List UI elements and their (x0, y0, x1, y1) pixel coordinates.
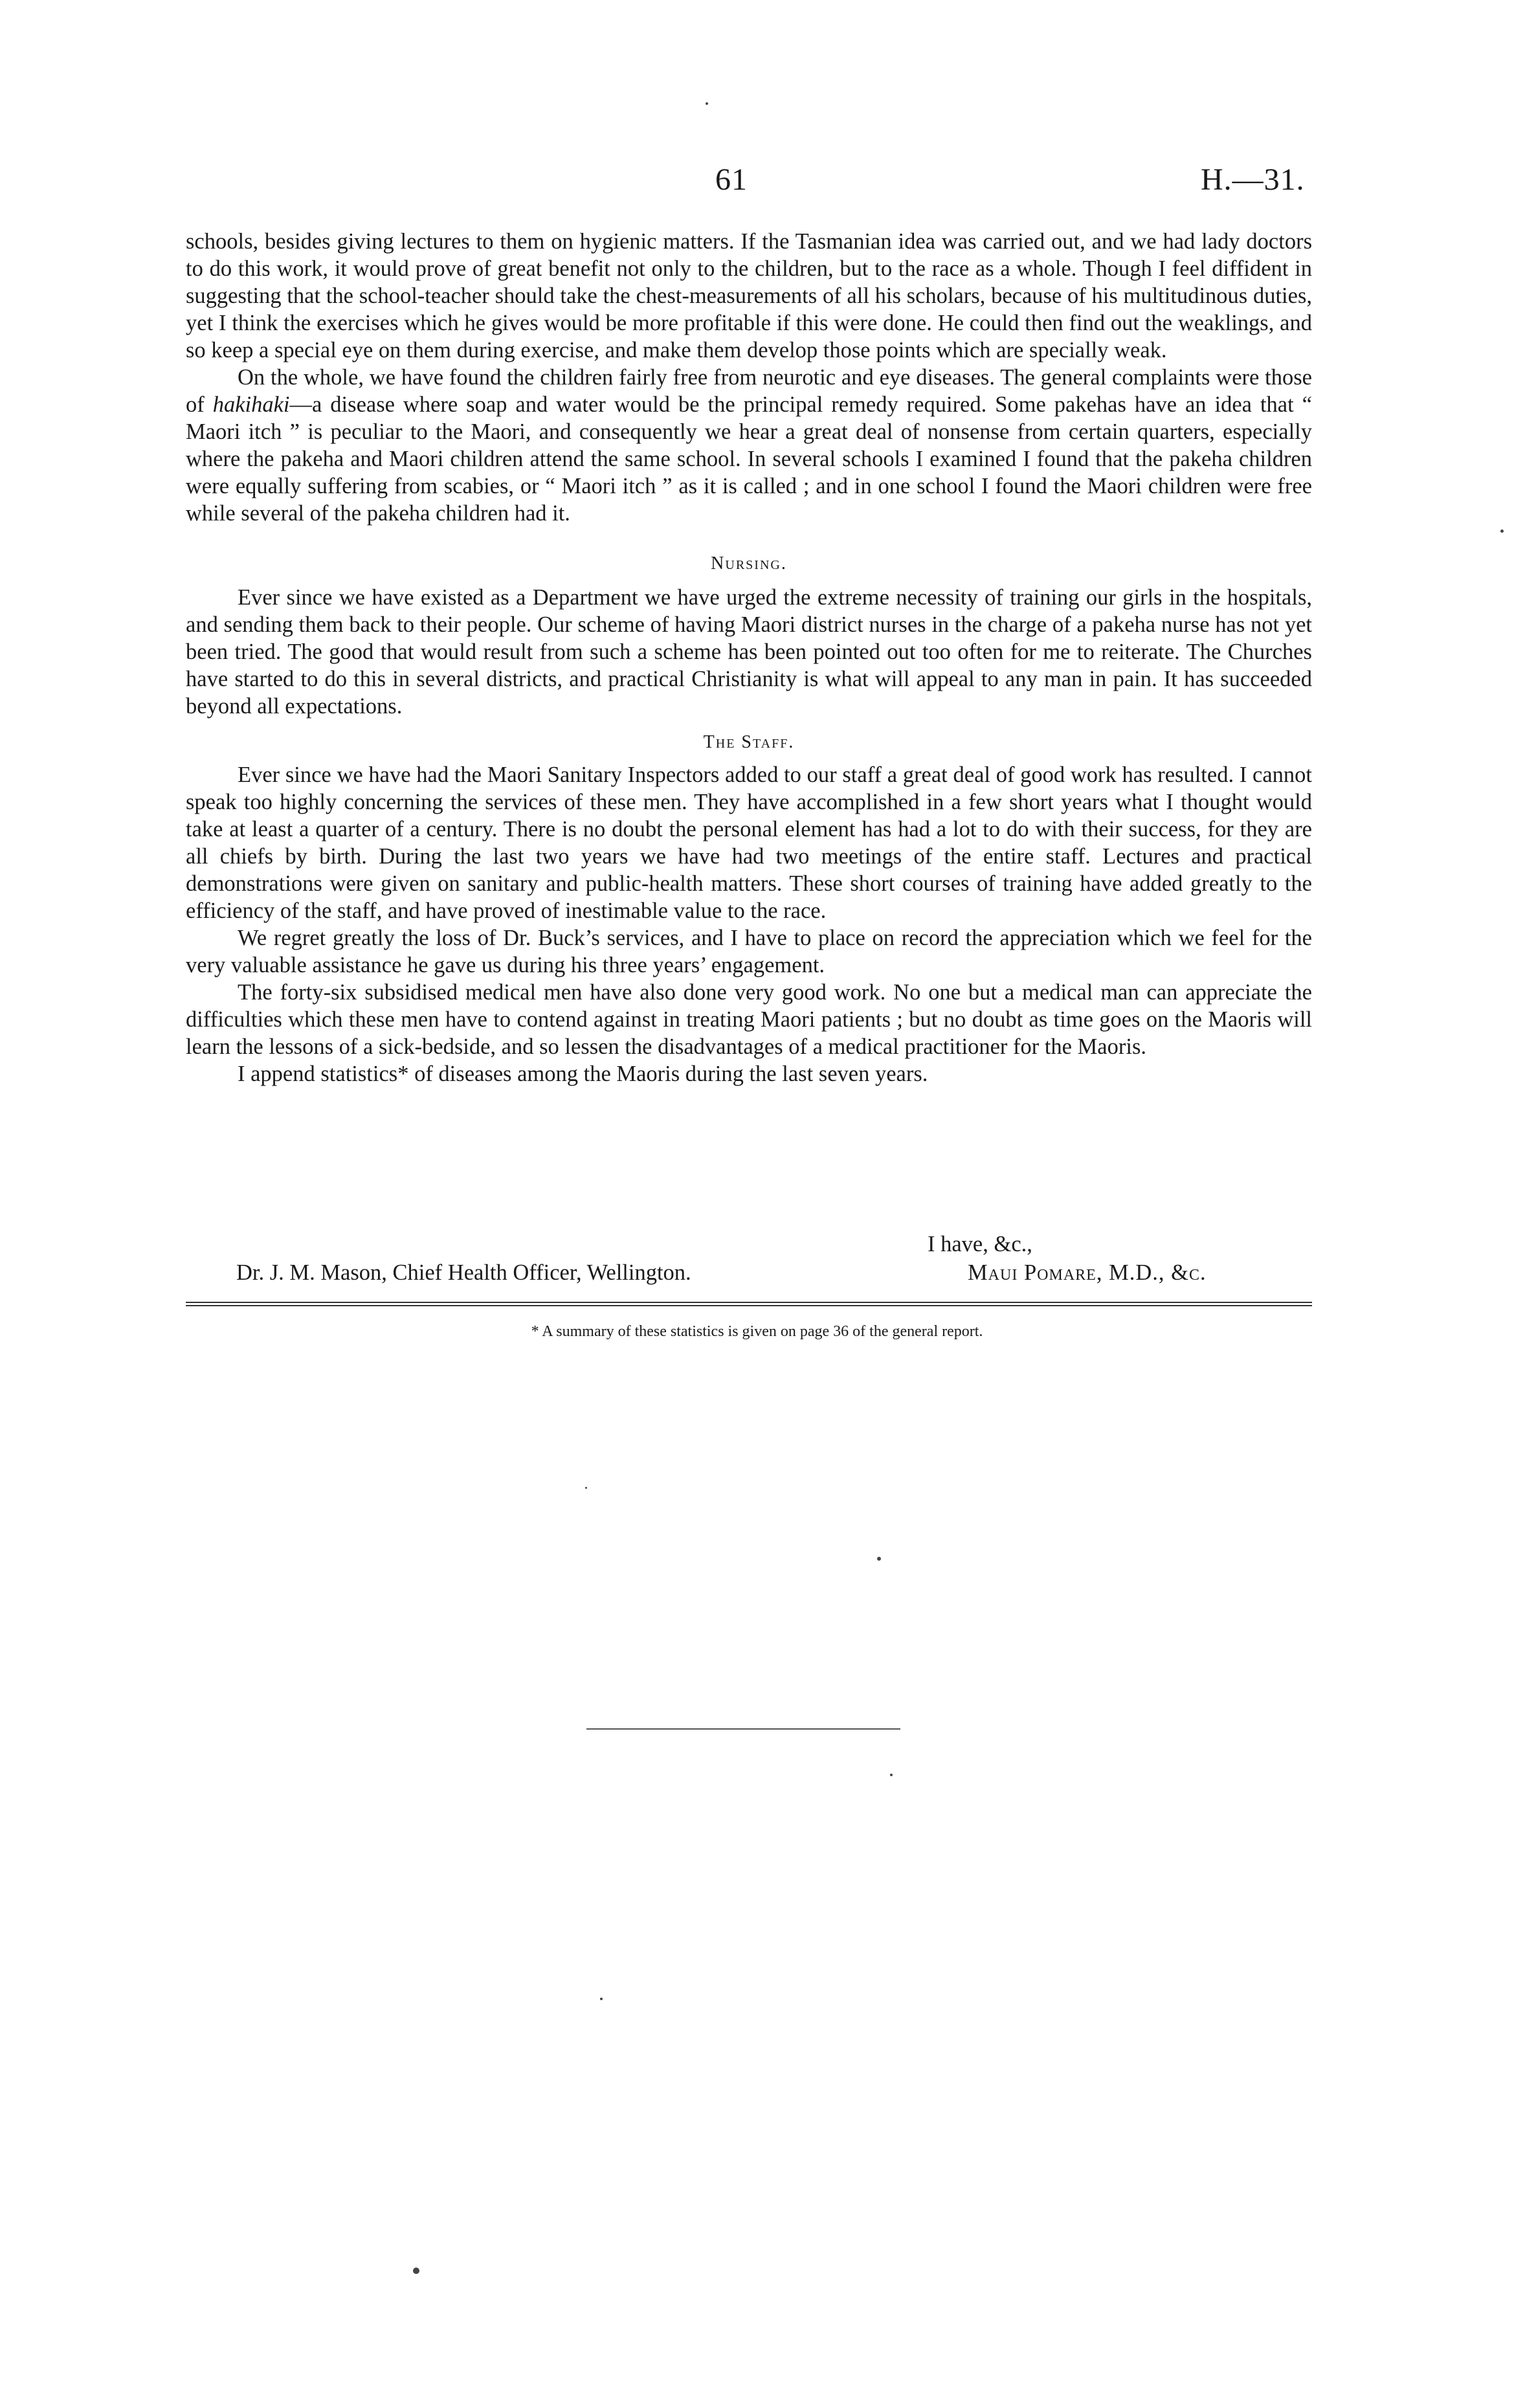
paragraph-children-health-start: On the whole, we have found the children fairly free from neurotic and eye diseases. The general complaints were those of (186, 365, 1312, 417)
signoff-addressee: Dr. J. M. Mason, Chief Health Officer, Wellington. (236, 1260, 691, 1285)
document-reference: H.—31. (1201, 162, 1305, 197)
section-heading-staff: The Staff. (703, 732, 795, 752)
end-divider (586, 1728, 900, 1730)
paragraph-medical-men: The forty-six subsidised medical men have also done very good work. No one but a medical man can appreciate the difficulties which these men have to contend against in treating Maori patients ; but no doubt as time goes on the Maoris will learn the lessons of a sick-bedside, and so lessen the disadvantages of a medical practitioner for the Maoris. (186, 980, 1312, 1059)
paragraph-statistics: I append statistics* of diseases among the Maoris during the last seven years. (238, 1062, 928, 1086)
footnote-rule-bottom (186, 1305, 1312, 1306)
scan-speck (706, 102, 708, 105)
signoff-closing: I have, &c., (928, 1232, 1032, 1256)
paragraph-staff: Ever since we have had the Maori Sanitary Inspectors added to our staff a great deal of good work has resulted. I cannot speak too highly concerning the services of these men. They have accomplished in a few short years what I thought would take at least a quarter of a century. There is no doubt the personal element has had a lot to do with their success, for they are all chiefs by birth. During the last two years we have had two meetings of the entire staff. Lectures and practical demonstrations were given on sanitary and public-health matters. These short courses of training have added greatly to the efficiency of the staff, and have proved of inestimable value to the race. (186, 763, 1312, 923)
scan-speck (585, 1487, 587, 1489)
signoff-signature: Maui Pomare, M.D., &c. (968, 1260, 1207, 1285)
footnote-rule-top (186, 1302, 1312, 1303)
term-hakihaki: hakihaki (212, 392, 290, 417)
footnote: * A summary of these statistics is given on page 36 of the general report. (531, 1323, 983, 1340)
scan-speck (1500, 530, 1504, 533)
paragraph-schools: schools, besides giving lectures to them on hygienic matters. If the Tasmanian idea was carried out, and we had lady doctors to do this work, it would prove of great benefit not only to the children, but to the race as a whole. Though I feel diffident in suggesting that the school-teacher should take the chest-measurements of all his scholars, because of his multitudinous duties, yet I think the exercises which he gives would be more profitable if this were done. He could then find out the weaklings, and so keep a special eye on them during exercise, and make them develop those points which are specially weak. (186, 229, 1312, 362)
scan-speck (600, 1998, 603, 2000)
section-heading-nursing: Nursing. (711, 553, 787, 574)
page-number: 61 (715, 162, 748, 197)
paragraph-nursing: Ever since we have existed as a Department we have urged the extreme necessity of training our girls in the hospitals, and sending them back to their people. Our scheme of having Maori district nurses in the charge of a pakeha nurse has not yet been tried. The good that would result from such a scheme has been pointed out too often for me to reiterate. The Churches have started to do this in several districts, and practical Christianity is what will appeal to any man in pain. It has succeeded beyond all expectations. (186, 585, 1312, 719)
body-text (186, 228, 1312, 1087)
paragraph-dr-buck: We regret greatly the loss of Dr. Buck’s services, and I have to place on record the appreciation which we feel for the very valuable assistance he gave us during his three years’ engagement. (186, 926, 1312, 977)
paragraph-children-health-end: —a disease where soap and water would be the principal remedy required. Some pakehas have an idea that “ Maori itch ” is peculiar to the Maori, and consequently we hear a great deal of nonsense from certain quarters, especially where the pakeha and Maori children attend the same school. In several schools I examined I found that the pakeha children were equally suffering from scabies, or “ Maori itch ” as it is called ; and in one school I found the Maori children were free while several of the pakeha children had it. (186, 392, 1312, 526)
scan-speck (877, 1557, 881, 1561)
paragraph-children-health (186, 364, 1312, 527)
scan-speck (413, 2268, 419, 2274)
scan-speck (890, 1774, 893, 1776)
